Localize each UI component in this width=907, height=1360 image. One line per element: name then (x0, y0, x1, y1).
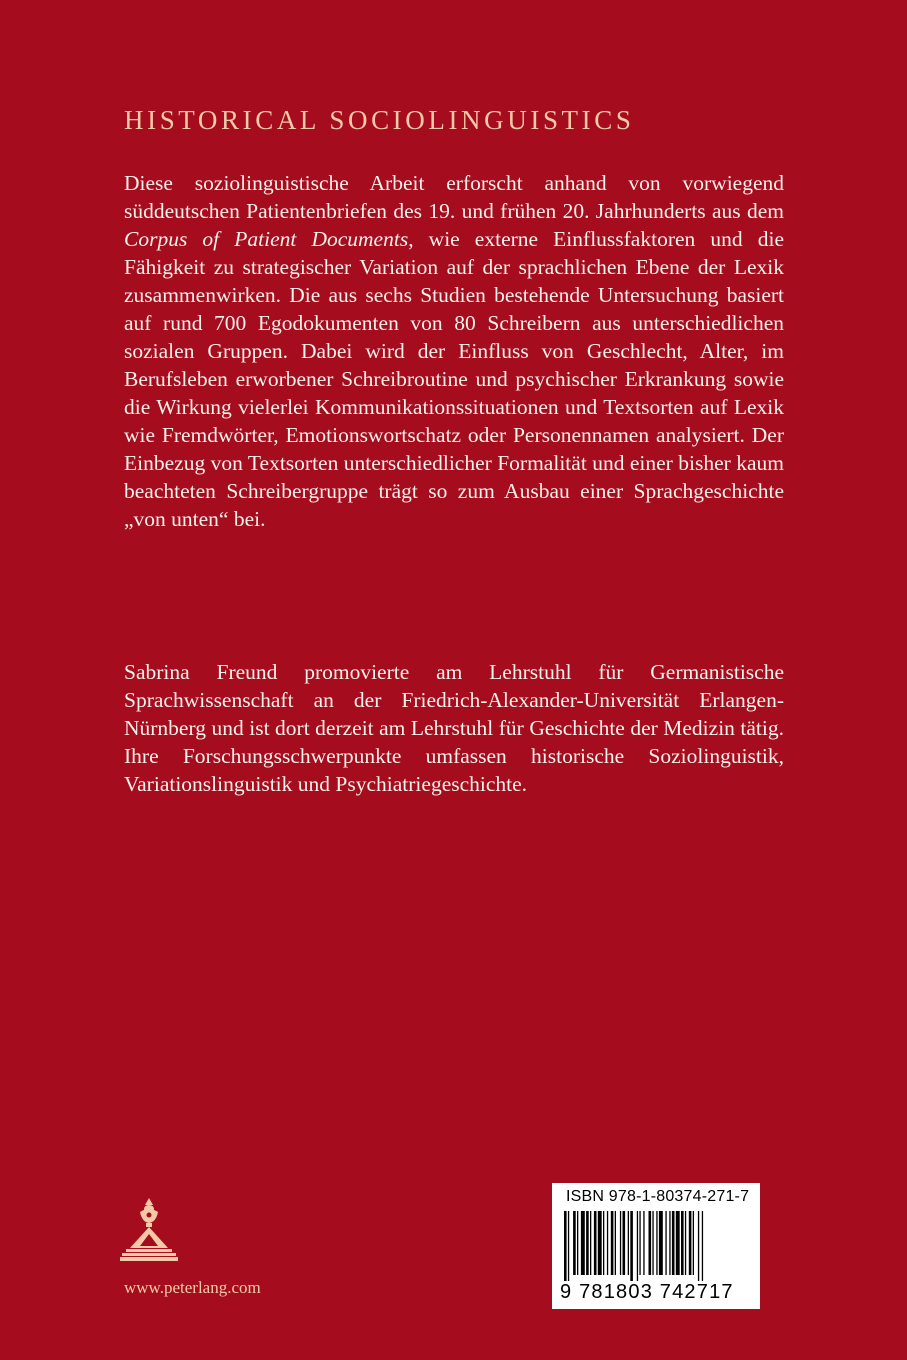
author-bio: Sabrina Freund promovierte am Lehrstuhl für Germanistische Sprachwissenschaft an der Friedrich-Alexander-Universität Erlangen-Nürnberg und ist dort derzeit am Lehrstuhl für Geschichte der Medizin tätig. Ihre Forschungsschwerpunkte umfassen historische Soziolinguistik, Variationslinguistik und Psychiatriegeschichte. (124, 660, 784, 796)
barcode-bar (577, 1211, 578, 1275)
barcode-bar (669, 1211, 670, 1275)
book-description (124, 169, 784, 533)
barcode-bar (637, 1211, 638, 1281)
barcode-bar (685, 1211, 686, 1275)
barcode-bar (656, 1211, 657, 1275)
corpus-title: Corpus of Patient Documents (124, 227, 409, 251)
barcode-digits: 9 781803 742717 (560, 1281, 734, 1303)
publisher-url[interactable]: www.peterlang.com (124, 1278, 261, 1297)
barcode-bar (628, 1211, 629, 1275)
barcode-bar (689, 1211, 692, 1275)
barcode-bar (594, 1211, 597, 1275)
barcode-bar (659, 1211, 663, 1275)
barcode-bar (568, 1211, 569, 1281)
barcode-bar (693, 1211, 694, 1275)
barcode-bar (672, 1211, 675, 1275)
isbn-barcode (552, 1183, 760, 1309)
barcode-bar (611, 1211, 614, 1275)
barcode-bar (615, 1211, 616, 1275)
barcode-bar (649, 1211, 652, 1275)
barcode-bar (652, 1211, 653, 1275)
peter-lang-pyramid-logo-icon (120, 1196, 178, 1266)
barcode-bar (598, 1211, 602, 1275)
barcode-bar (623, 1211, 626, 1275)
barcode-bar (581, 1211, 585, 1275)
barcode-bar (702, 1211, 703, 1281)
barcode-bar (603, 1211, 604, 1275)
barcode-bar (590, 1211, 591, 1275)
barcode-bar (643, 1211, 644, 1275)
barcode-bar (698, 1211, 699, 1281)
barcode-bar (639, 1211, 640, 1275)
description-part-1: Diese soziolinguistische Arbeit erforscht anhand von vorwiegend süddeutschen Patientenbriefen des 19. und frühen 20. Jahrhunderts aus dem (124, 171, 784, 223)
barcode-bar (681, 1211, 684, 1275)
description-part-2: , wie externe Einflussfaktoren und die Fähigkeit zu strategischer Variation auf der sprachlichen Ebene der Lexik zusammenwirken. Die aus sechs Studien bestehende Untersuchung basiert auf rund 700 Egodokumenten von 80 Schreibern aus unterschiedlichen sozialen Gruppen. Dabei wird der Einfluss von Geschlecht, Alter, im Berufsleben erworbener Schreibroutine und psychischer Erkrankung sowie die Wirkung vielerlei Kommunikationssituationen und Textsorten auf Lexik wie Fremdwörter, Emotionswortschatz oder Personennamen analysiert. Der Einbezug von Textsorten unterschiedlicher Formalität und einer bisher kaum beachteten Schreibergruppe trägt so zum Ausbau einer Sprachgeschichte „von unten“ bei. (124, 227, 785, 531)
barcode-bar (607, 1211, 608, 1275)
barcode-bar (630, 1211, 633, 1281)
isbn-label: ISBN 978-1-80374-271-7 (566, 1188, 750, 1205)
series-title: HISTORICAL SOCIOLINGUISTICS (124, 105, 635, 135)
barcode-bar (665, 1211, 666, 1275)
barcode-bar (620, 1211, 621, 1275)
barcode-bar (573, 1211, 576, 1275)
barcode-bar (564, 1211, 567, 1281)
barcode-bar (586, 1211, 589, 1275)
barcode-bar (676, 1211, 680, 1275)
barcode-bars (560, 1211, 752, 1281)
